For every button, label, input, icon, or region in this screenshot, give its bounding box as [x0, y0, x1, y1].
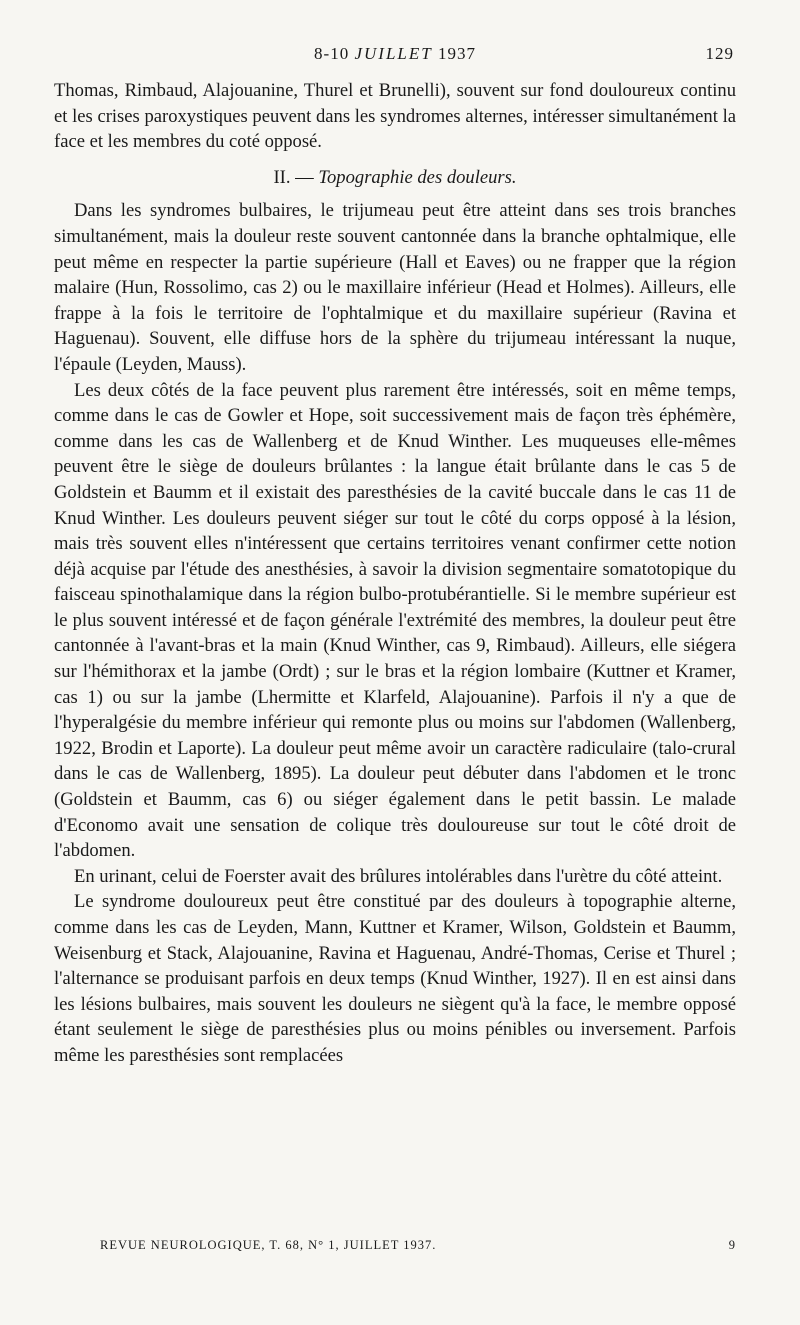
paragraph-3: Les deux côtés de la face peuvent plus rarement être intéressés, soit en même temps, comme dans le cas de Gowler et Hope, soit successivement mais de façon très éphémère, comme dans les cas de Wallenberg et de Knud Winther. Les muqueuses elle-mêmes peuvent être le siège de douleurs brûlantes : la langue était brûlante dans le cas 5 de Goldstein et Baumm et il existait des paresthésies de la cavité buccale dans le cas 11 de Knud Winther. Les douleurs peuvent siéger sur tout le côté du corps opposé à la lésion, mais très souvent elles n'intéressent que certains territoires venant confirmer cette notion déjà acquise par l'étude des anesthésies, à savoir la division segmentaire somatotopique du faisceau spinothalamique dans la région bulbo-protubérantielle. Si le membre supérieur est le plus souvent intéressé et de façon générale l'extrémité des membres, la douleur peut être cantonnée à l'avant-bras et la main (Knud Winther, cas 9, Rimbaud). Ailleurs, elle siégera sur l'hémithorax et la jambe (Ordt) ; sur le bras et la région lombaire (Kuttner et Kramer, cas 1) ou sur la jambe (Lhermitte et Klarfeld, Alajouanine). Parfois il n'y a que de l'hyperalgésie du membre inférieur qui remonte plus ou moins sur l'abdomen (Wallenberg, 1922, Brodin et Laporte). La douleur peut même avoir un caractère radiculaire (talo-crural dans le cas de Wallenberg, 1895). La douleur peut débuter dans l'abdomen et le tronc (Goldstein et Baumm, cas 6) ou siéger également dans le petit bassin. Le malade d'Economo avait une sensation de colique très douloureuse sur tout le côté droit de l'abdomen. — [54, 379, 736, 862]
section-heading — [54, 165, 736, 191]
date-prefix: 8-10 — [314, 44, 350, 63]
section-number: II. — — [273, 166, 314, 188]
paragraph-2: Dans les syndromes bulbaires, le trijumeau peut être atteint dans ses trois branches simultanément, mais la douleur reste souvent cantonnée dans la branche ophtalmique, elle peut même en respecter la partie supérieure (Hall et Eaves) ou ne frapper que la région malaire (Hun, Rossolimo, cas 2) ou le maxillaire inférieur (Head et Holmes). Ailleurs, elle frappe à la fois le territoire de l'ophtalmique et du maxillaire supérieur (Ravina et Haguenau). Souvent, elle diffuse hors de la sphère du trijumeau intéressant la nuque, l'épaule (Leyden, Mauss). — [54, 200, 736, 375]
journal-citation: REVUE NEUROLOGIQUE, T. 68, N° 1, JUILLET 1937. — [100, 1238, 437, 1252]
running-head-date — [54, 44, 736, 64]
date-year: 1937 — [437, 44, 476, 63]
paragraph-4: En urinant, celui de Foerster avait des brûlures intolérables dans l'urètre du côté atteint. — [74, 865, 723, 887]
section-title: Topographie des douleurs. — [318, 166, 517, 188]
paragraph-5: Le syndrome douloureux peut être constitué par des douleurs à topographie alterne, comme dans les cas de Leyden, Mann, Kuttner et Kramer, Wilson, Goldstein et Baumm, Weisenburg et Stack, Alajouanine, Ravina et Haguenau, André-Thomas, Cerise et Thurel ; l'alternance se produisant parfois en deux temps (Knud Winther, 1927). Il en est ainsi dans les lésions bulbaires, mais souvent les douleurs ne siègent qu'à la face, le membre opposé étant seulement le siège de paresthésies plus ou moins pénibles ou inversement. Parfois même les paresthésies sont remplacées — [54, 891, 736, 1066]
date-month: JUILLET — [354, 44, 433, 63]
paragraph-1: Thomas, Rimbaud, Alajouanine, Thurel et Brunelli), souvent sur fond douloureux continu et les crises paroxystiques peuvent dans les syndromes alternes, intéresser simultanément la face et les membres du coté opposé. — [54, 80, 736, 153]
page-number: 129 — [705, 44, 734, 63]
page — [54, 40, 736, 1300]
signature-folio: 9 — [728, 1238, 736, 1252]
body-text — [54, 78, 736, 1069]
running-head — [54, 40, 736, 68]
